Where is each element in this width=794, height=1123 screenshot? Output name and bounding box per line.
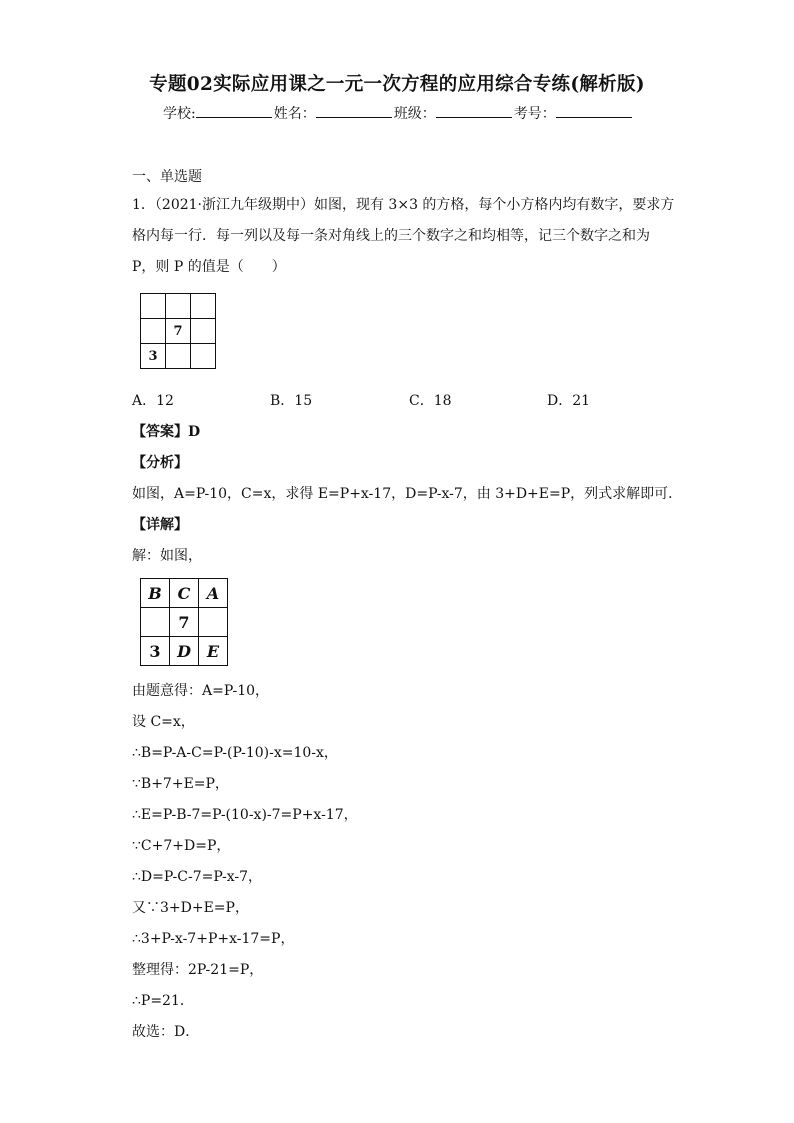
solution-step: ∴3+P-x-7+P+x-17=P， xyxy=(132,931,295,947)
school-label: 学校: xyxy=(163,106,196,122)
grid-cell: 7 xyxy=(170,608,199,637)
number-blank xyxy=(556,103,632,118)
grid-row xyxy=(141,319,216,344)
class-blank xyxy=(436,103,512,118)
choice-c: C．18 xyxy=(409,393,452,409)
solution-step: ∴E=P-B-7=P-(10-x)-7=P+x-17， xyxy=(132,807,358,823)
analysis-heading: 【分析】 xyxy=(132,455,188,471)
solution-step: ∴D=P-C-7=P-x-7， xyxy=(132,869,262,885)
choice-a: A．12 xyxy=(132,393,174,409)
grid-cell: A xyxy=(199,579,228,608)
grid-cell: D xyxy=(170,637,199,666)
solution-grid xyxy=(140,578,228,666)
grid-cell: E xyxy=(199,637,228,666)
grid-cell: 3 xyxy=(141,637,170,666)
question-line-2: 格内每一行．每一列以及每一条对角线上的三个数字之和均相等，记三个数字之和为 xyxy=(132,228,650,244)
solution-step: ∴P=21． xyxy=(132,993,194,1009)
grid-cell xyxy=(191,344,216,369)
school-blank xyxy=(196,103,272,118)
grid-cell xyxy=(141,294,166,319)
detail-heading: 【详解】 xyxy=(132,517,188,533)
grid-row xyxy=(141,344,216,369)
grid-cell xyxy=(166,294,191,319)
question-line-1: 1．（2021·浙江九年级期中）如图，现有 3×3 的方格，每个小方格内均有数字，要求方 xyxy=(132,197,675,213)
grid-cell: C xyxy=(170,579,199,608)
class-label: 班级： xyxy=(393,106,436,122)
grid-row xyxy=(141,608,228,637)
grid-cell xyxy=(166,344,191,369)
solution-step: ∴B=P-A-C=P-(P-10)-x=10-x， xyxy=(132,745,338,761)
detail-intro: 解：如图， xyxy=(132,548,202,564)
solution-step: ∵C+7+D=P， xyxy=(132,838,231,854)
grid-cell xyxy=(191,294,216,319)
answer-line: 【答案】D xyxy=(132,424,201,440)
grid-cell: 3 xyxy=(141,344,166,369)
page-title: 专题02实际应用课之一元一次方程的应用综合专练(解析版) xyxy=(149,74,645,95)
name-blank xyxy=(316,103,392,118)
grid-cell xyxy=(141,319,166,344)
answer-choices xyxy=(132,390,612,408)
grid-cell xyxy=(141,608,170,637)
solution-step: 故选：D． xyxy=(132,1024,200,1040)
student-info-line xyxy=(163,103,634,123)
grid-cell: 7 xyxy=(166,319,191,344)
question-line-3: P，则 P 的值是（ ） xyxy=(132,259,286,275)
analysis-text: 如图，A=P-10，C=x，求得 E=P+x-17，D=P-x-7，由 3+D+E=P，列式求解即可． xyxy=(132,486,683,502)
choice-b: B．15 xyxy=(270,393,313,409)
solution-step: 又∵3+D+E=P， xyxy=(132,900,249,916)
solution-step: 由题意得：A=P-10， xyxy=(132,683,270,699)
grid-cell xyxy=(199,608,228,637)
grid-row xyxy=(141,637,228,666)
number-label: 考号： xyxy=(513,106,556,122)
name-label: 姓名： xyxy=(273,106,316,122)
grid-row xyxy=(141,294,216,319)
section-heading: 一、单选题 xyxy=(132,169,202,185)
solution-step: ∵B+7+E=P， xyxy=(132,776,229,792)
solution-step: 设 C=x， xyxy=(132,714,195,730)
question-grid xyxy=(140,293,216,369)
grid-cell: B xyxy=(141,579,170,608)
grid-cell xyxy=(191,319,216,344)
grid-row xyxy=(141,579,228,608)
solution-step: 整理得：2P-21=P， xyxy=(132,962,264,978)
choice-d: D．21 xyxy=(547,393,591,409)
